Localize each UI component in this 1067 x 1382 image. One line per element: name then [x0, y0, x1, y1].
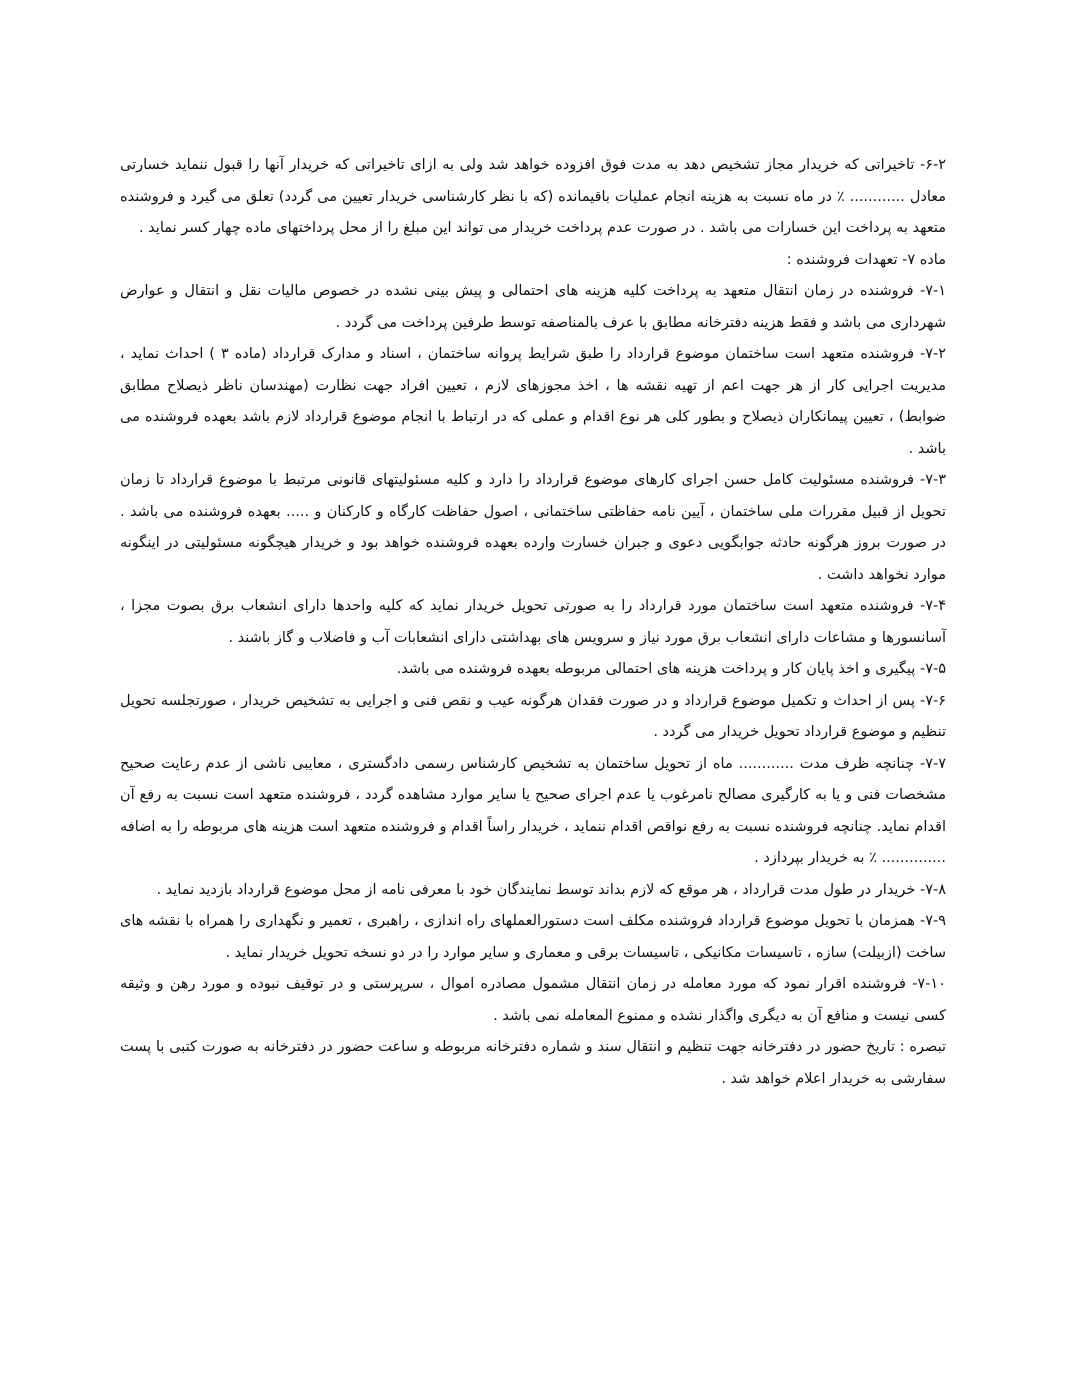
clause-7-6: ۷-۶- پس از احداث و تکمیل موضوع قرارداد و در صورت فقدان هرگونه عیب و نقص فنی و اجرایی به تشخیص خریدار ، صورتجلسه تحویل تنظیم و موضوع قرارداد تحویل خریدار می گردد .: [120, 692, 946, 740]
clause-7-3: ۷-۳- فروشنده مسئولیت کامل حسن اجرای کارهای موضوع قرارداد را دارد و کلیه مسئولیتهای قانونی مرتبط با موضوع قرارداد تا زمان تحویل از قبیل مقررات ملی ساختمان ، آیین نامه حفاظتی ساختمانی ، اصول حفاظت کارگاه و کارکنان و ..... بعهده فروشنده می باشد . در صورت بروز هرگونه حادثه جوابگویی دعوی و جبران خسارت وارده بعهده فروشنده خواهد بود و خریدار هیچگونه مسئولیتی در اینگونه موارد نخواهد داشت .: [120, 472, 946, 583]
clause-7-2: ۷-۲- فروشنده متعهد است ساختمان موضوع قرارداد را طبق شرایط پروانه ساختمان ، اسناد و مدارک قرارداد (ماده ۳ ) احداث نماید ، مدیریت اجرایی کار از هر جهت اعم از تهیه نقشه ها ، اخذ مجوزهای لازم ، تعیین افراد جهت نظارت (مهندسان ناظر ذیصلاح مطابق ضوابط) ، تعیین پیمانکاران ذیصلاح و بطور کلی هر نوع اقدام و عملی که در ارتباط با انجام موضوع قرارداد لازم باشد بعهده فروشنده می باشد .: [120, 346, 947, 457]
clause-7-8: ۷-۸- خریدار در طول مدت قرارداد ، هر موقع که لازم بداند توسط نمایندگان خود با معرفی نامه از محل موضوع قرارداد بازدید نماید .: [156, 881, 946, 898]
clause-7-10: ۷-۱۰- فروشنده اقرار نمود که مورد معامله در زمان انتقال مشمول مصادره اموال ، سرپرستی و در توقیف نبوده و مورد رهن و وثیقه کسی نیست و منافع آن به دیگری واگذار نشده و ممنوع المعامله نمی باشد .: [120, 976, 946, 1024]
contract-page: [120, 150, 946, 1095]
clause-7-4: ۷-۴- فروشنده متعهد است ساختمان مورد قرارداد را به صورتی تحویل خریدار نماید که کلیه واحدها دارای انشعاب برق بصوت مجزا ، آسانسورها و مشاعات دارای انشعاب برق مورد نیاز و سرویس های بهداشتی دارای انشعابات آب و فاضلاب و گاز باشند .: [120, 598, 946, 646]
note-paragraph: تبصره : تاریخ حضور در دفترخانه جهت تنظیم و انتقال سند و شماره دفترخانه مربوطه و ساعت حضور در دفترخانه به صورت کتبی با پست سفارشی به خریدار اعلام خواهد شد .: [120, 1039, 946, 1087]
clause-7-9: ۷-۹- همزمان با تحویل موضوع قرارداد فروشنده مکلف است دستورالعملهای راه اندازی ، راهبری ، تعمیر و نگهداری را همراه با نقشه های ساخت (ازبیلت) سازه ، تاسیسات مکانیکی ، تاسیسات برقی و معماری و سایر موارد را در دو نسخه تحویل خریدار نماید .: [120, 913, 946, 961]
clause-7-7: ۷-۷- چنانچه ظرف مدت ............ ماه از تحویل ساختمان به تشخیص کارشناس رسمی دادگستری ، معایبی ناشی از عدم رعایت صحیح مشخصات فنی و یا به کارگیری مصالح نامرغوب یا عدم اجرای صحیح یا سایر موارد مشاهده گردد ، فروشنده متعهد است نسبت به رفع آن اقدام نماید. چنانچه فروشنده نسبت به رفع نواقص اقدام ننماید ، خریدار راساً اقدام و فروشنده متعهد است هزینه های مربوطه را به اضافه .............. ٪ به خریدار بپردازد .: [120, 755, 946, 866]
clause-6-2: ۶-۲- تاخیراتی که خریدار مجاز تشخیص دهد به مدت فوق افزوده خواهد شد ولی به ازای تاخیراتی که خریدار آنها را قبول ننماید خسارتی معادل ............ ٪ در ماه نسبت به هزینه انجام عملیات باقیمانده (که با نظر کارشناسی خریدار تعیین می گردد) تعلق می گیرد و فروشنده متعهد به پرداخت این خسارات می باشد . در صورت عدم پرداخت خریدار می تواند این مبلغ را از محل پرداختهای ماده چهار کسر نماید .: [120, 157, 946, 236]
clause-7-5: ۷-۵- پیگیری و اخذ پایان کار و پرداخت هزینه های احتمالی مربوطه بعهده فروشنده می باشد.: [396, 661, 946, 677]
clause-7-1: ۷-۱- فروشنده در زمان انتقال متعهد به پرداخت کلیه هزینه های احتمالی و پیش بینی نشده در خصوص مالیات نقل و انتقال و عوارض شهرداری می باشد و فقط هزینه دفترخانه مطابق با عرف بالمناصفه توسط طرفین پرداخت می گردد .: [120, 283, 946, 331]
article-7-title: ماده ۷- تعهدات فروشنده :: [786, 251, 946, 268]
